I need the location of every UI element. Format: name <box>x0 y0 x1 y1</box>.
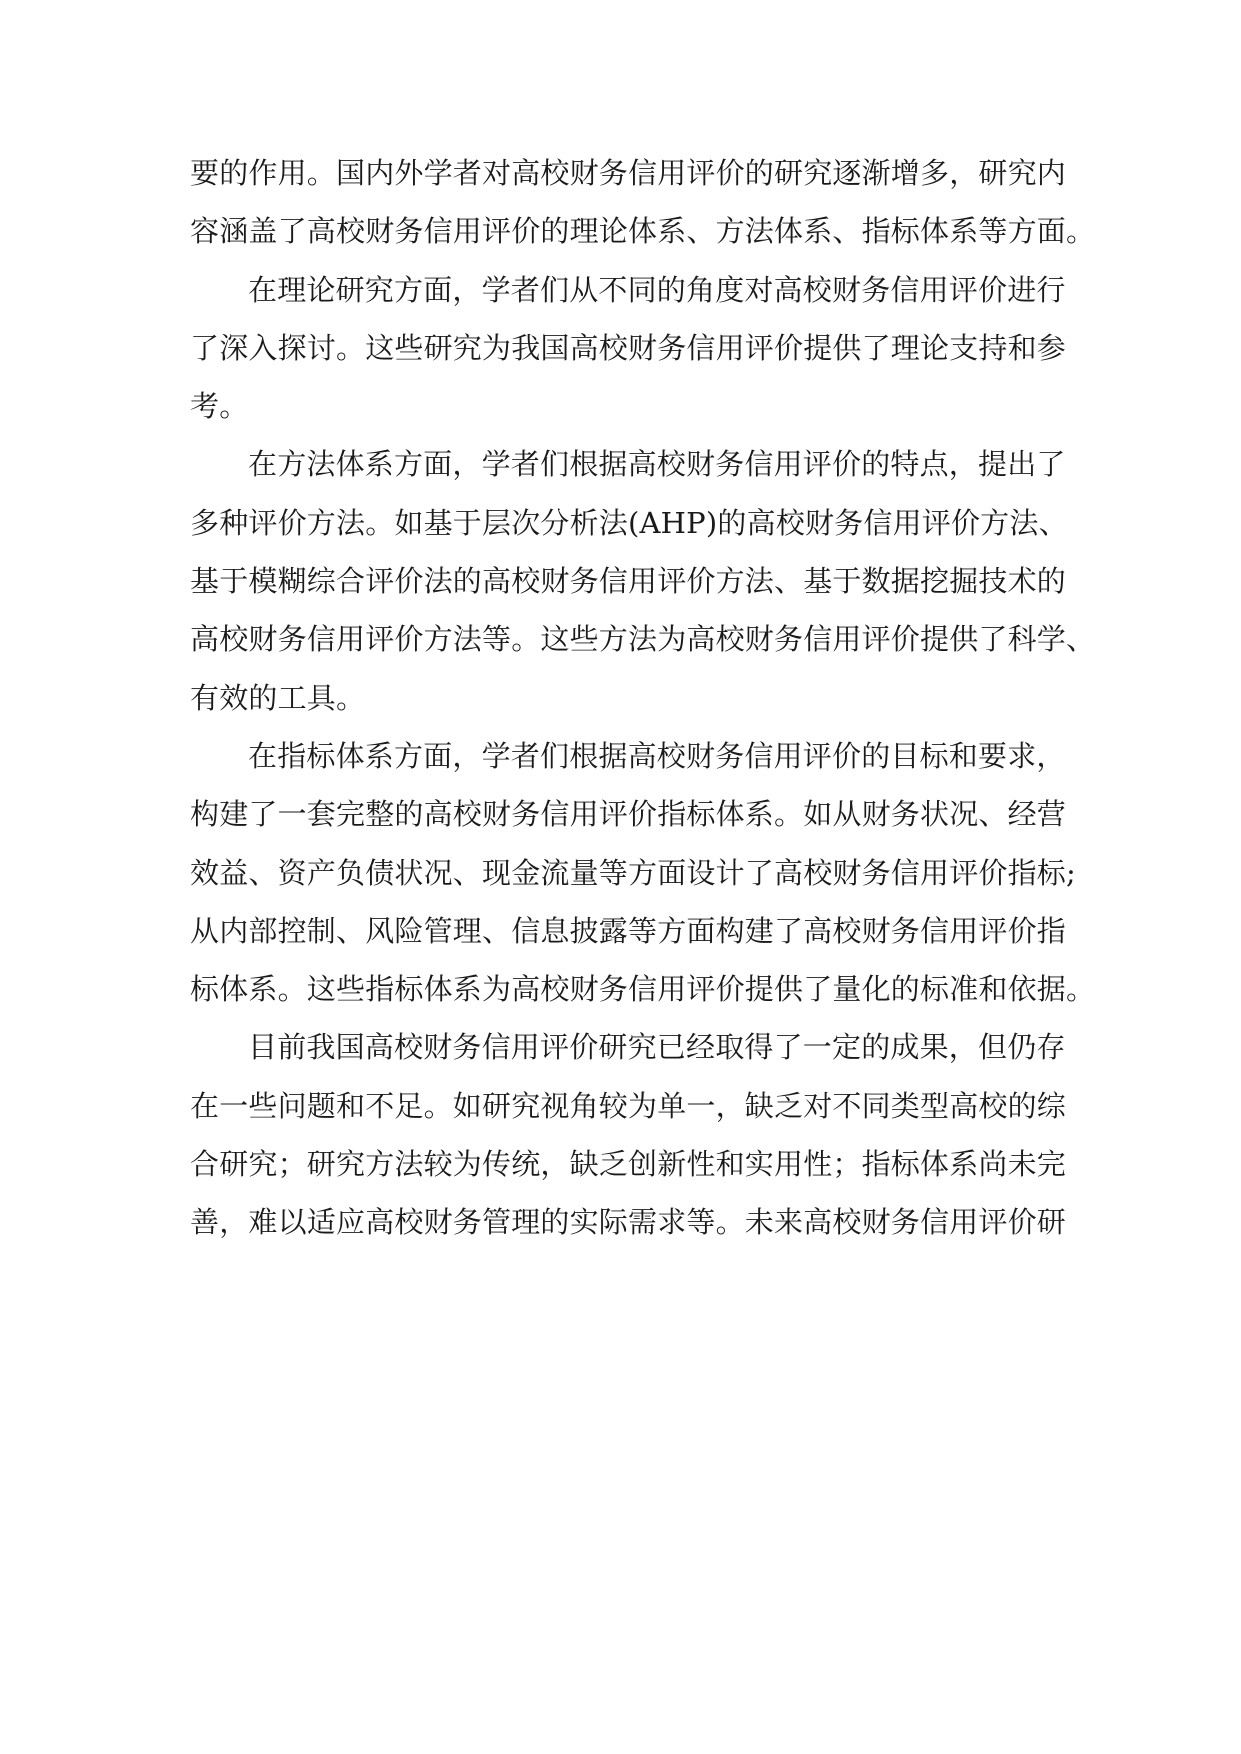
text-line: 有效的工具。 <box>190 680 366 715</box>
text-line: 了深入探讨。这些研究为我国高校财务信用评价提供了理论支持和参 <box>190 330 1067 365</box>
text-line: 标体系。这些指标体系为高校财务信用评价提供了量化的标准和依据。 <box>190 972 1096 1007</box>
text-line: 容涵盖了高校财务信用评价的理论体系、方法体系、指标体系等方面。 <box>190 214 1096 249</box>
text-line: 合研究；研究方法较为传统，缺乏创新性和实用性；指标体系尚未完 <box>190 1147 1067 1182</box>
paragraph-first-line: 在理论研究方面，学者们从不同的角度对高校财务信用评价进行 <box>248 272 1066 307</box>
text-line: 要的作用。国内外学者对高校财务信用评价的研究逐渐增多，研究内 <box>190 156 1067 190</box>
text-line: 在一些问题和不足。如研究视角较为单一，缺乏对不同类型高校的综 <box>190 1088 1067 1123</box>
text-line: 基于模糊综合评价法的高校财务信用评价方法、基于数据挖掘技术的 <box>190 564 1067 599</box>
document-body <box>190 144 1096 1252</box>
text-line: 考。 <box>190 389 249 424</box>
text-line: 高校财务信用评价方法等。这些方法为高校财务信用评价提供了科学、 <box>190 622 1096 657</box>
text-line: 多种评价方法。如基于层次分析法(AHP)的高校财务信用评价方法、 <box>190 505 1068 540</box>
paragraph-first-line: 在方法体系方面，学者们根据高校财务信用评价的特点，提出了 <box>248 447 1066 482</box>
text-line: 善，难以适应高校财务管理的实际需求等。未来高校财务信用评价研 <box>190 1205 1067 1240</box>
text-line: 从内部控制、风险管理、信息披露等方面构建了高校财务信用评价指 <box>190 913 1067 948</box>
paragraph-first-line: 目前我国高校财务信用评价研究已经取得了一定的成果，但仍存 <box>248 1030 1066 1065</box>
text-line: 效益、资产负债状况、现金流量等方面设计了高校财务信用评价指标; <box>190 855 1076 890</box>
paragraph-first-line: 在指标体系方面，学者们根据高校财务信用评价的目标和要求， <box>248 738 1066 773</box>
text-line: 构建了一套完整的高校财务信用评价指标体系。如从财务状况、经营 <box>190 797 1067 832</box>
